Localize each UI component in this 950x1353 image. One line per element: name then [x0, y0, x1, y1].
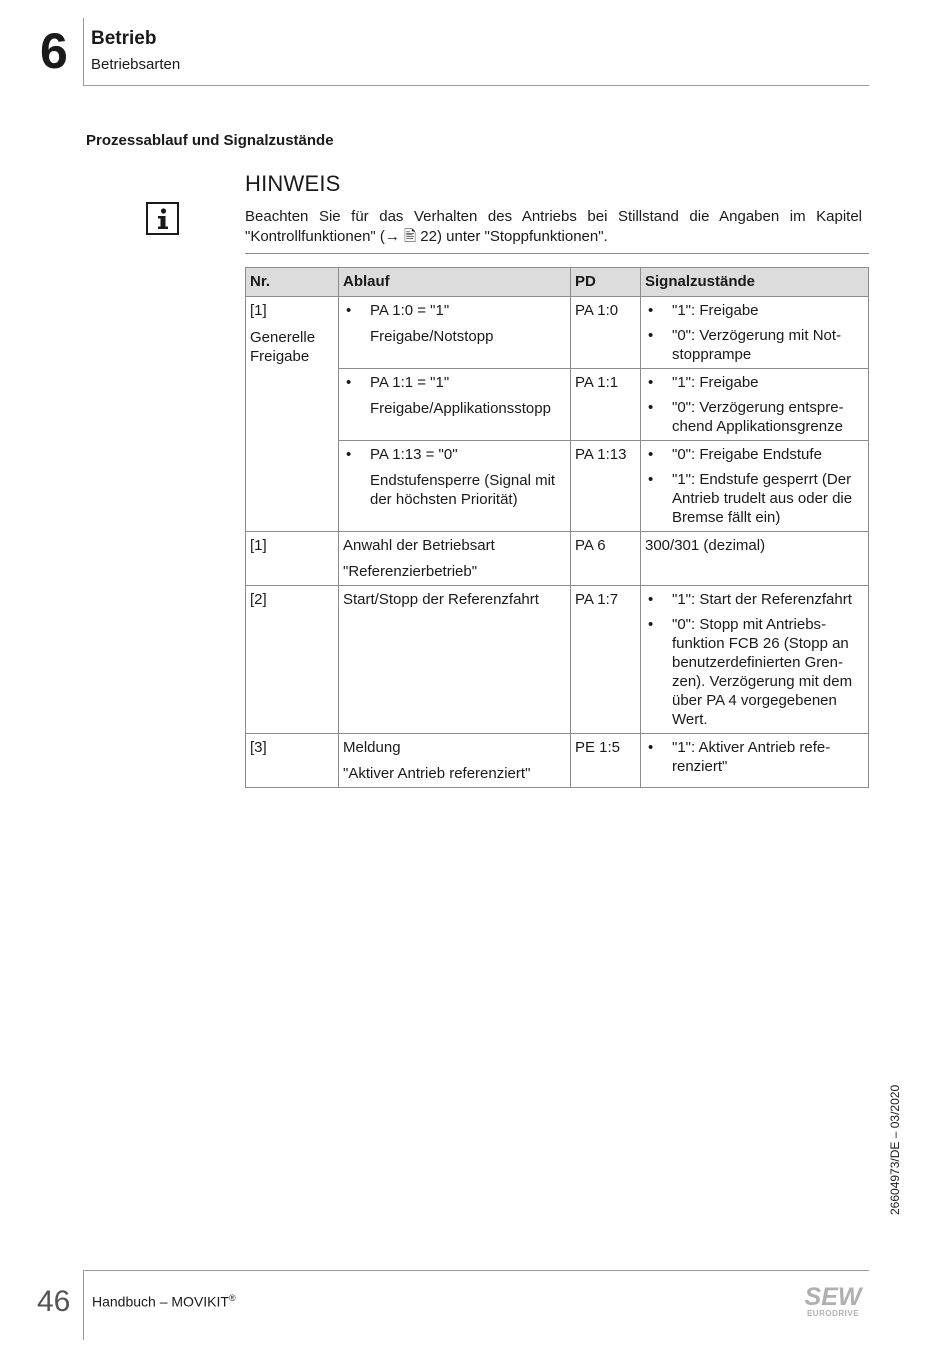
table-row — [246, 734, 869, 788]
header-pd: PD — [571, 268, 641, 297]
table-row — [246, 586, 869, 734]
signal-item: • "0": Verzögerung mit Notstopprampe — [645, 326, 864, 364]
ablauf-bullet: • PA 1:1 = "1" — [343, 373, 566, 392]
cell-signal: 300/301 (dezimal) — [641, 532, 869, 586]
note-text: Beachten Sie für das Verhalten des Antriebs bei Stillstand die Angaben im Kapitel "Kontrollfunktionen" (→ 🖹 22) unter "Stoppfunktionen". — [245, 208, 862, 245]
cell-signal — [641, 734, 869, 788]
chapter-subtitle: Betriebsarten — [91, 56, 181, 73]
signal-item: • "0": Stopp mit Antriebsfunktion FCB 26 (Stopp an benutzerdefinierten Grenzen). Verzögerung mit dem über PA 4 vorgegebenen Wert. — [645, 615, 864, 729]
ablauf-sub: Freigabe/Applikationsstopp — [370, 400, 551, 417]
ablauf-line: "Referenzierbetrieb" — [343, 563, 478, 580]
header-nr: Nr. — [246, 268, 339, 297]
signal-item: • "0": Freigabe Endstufe — [645, 445, 864, 464]
ablauf-line: Meldung — [343, 739, 401, 756]
cell-ablauf — [339, 441, 571, 532]
footer-title: Handbuch – MOVIKIT — [92, 1293, 229, 1310]
cell-pd: PA 6 — [571, 532, 641, 586]
signal-item: • "0": Verzögerung entsprechend Applikationsgrenze — [645, 398, 864, 436]
section-heading: Prozessablauf und Signalzustände — [86, 132, 334, 149]
cell-ablauf — [339, 297, 571, 369]
footer-divider-vertical — [83, 1270, 84, 1340]
ablauf-line: "Aktiver Antrieb referenziert" — [343, 765, 531, 782]
cell-nr: [2] — [246, 586, 339, 734]
cell-signal — [641, 297, 869, 369]
cell-pd: PA 1:7 — [571, 586, 641, 734]
cell-signal — [641, 369, 869, 441]
cell-pd: PA 1:1 — [571, 369, 641, 441]
ablauf-bullet: • PA 1:0 = "1" — [343, 301, 566, 320]
cell-ablauf — [339, 532, 571, 586]
nr-value: [1] — [250, 302, 267, 319]
signal-item: • "1": Freigabe — [645, 301, 864, 320]
table-row — [246, 441, 869, 532]
cell-pd: PA 1:0 — [571, 297, 641, 369]
logo-sub: EURODRIVE — [806, 1309, 860, 1318]
signal-item: • "1": Aktiver Antrieb referenziert" — [645, 738, 864, 776]
table-row — [246, 369, 869, 441]
note-rule — [245, 253, 869, 254]
header-signal: Signalzustände — [641, 268, 869, 297]
footer-divider-horizontal — [83, 1270, 869, 1271]
chapter-title: Betrieb — [91, 28, 157, 49]
cell-ablauf — [339, 369, 571, 441]
signal-item: • "1": Endstufe gesperrt (Der Antrieb trudelt aus oder die Bremse fällt ein) — [645, 470, 864, 527]
signal-table — [245, 267, 869, 788]
footer-text — [92, 1293, 236, 1310]
chapter-number: 6 — [40, 23, 67, 79]
sew-eurodrive-logo — [797, 1285, 869, 1317]
cell-nr — [246, 297, 339, 532]
ablauf-bullet: • PA 1:13 = "0" — [343, 445, 566, 464]
ablauf-sub: Endstufensperre (Signal mit der höchsten Priorität) — [370, 472, 556, 508]
cell-pd: PA 1:13 — [571, 441, 641, 532]
ablauf-line: Anwahl der Betriebsart — [343, 537, 495, 554]
header-divider-vertical — [83, 18, 84, 86]
note-title: HINWEIS — [245, 171, 341, 196]
table-header-row — [246, 268, 869, 297]
cell-nr: [1] — [246, 532, 339, 586]
document-number: 26604973/DE – 03/2020 — [888, 1084, 902, 1215]
header-ablauf: Ablauf — [339, 268, 571, 297]
nr-label: Generelle Freigabe — [250, 329, 316, 365]
signal-item: • "1": Start der Referenzfahrt — [645, 590, 864, 609]
table-row — [246, 297, 869, 369]
signal-item: • "1": Freigabe — [645, 373, 864, 392]
cell-signal — [641, 441, 869, 532]
info-icon — [146, 202, 179, 235]
logo-main: SEW — [804, 1283, 862, 1311]
table-row — [246, 532, 869, 586]
page-number: 46 — [37, 1285, 71, 1318]
cell-ablauf: Start/Stopp der Referenzfahrt — [339, 586, 571, 734]
cell-signal — [641, 586, 869, 734]
cell-ablauf — [339, 734, 571, 788]
registered-mark: ® — [228, 1293, 236, 1303]
cell-pd: PE 1:5 — [571, 734, 641, 788]
ablauf-sub: Freigabe/Notstopp — [370, 328, 494, 345]
cell-nr: [3] — [246, 734, 339, 788]
header-divider-horizontal — [83, 85, 869, 86]
